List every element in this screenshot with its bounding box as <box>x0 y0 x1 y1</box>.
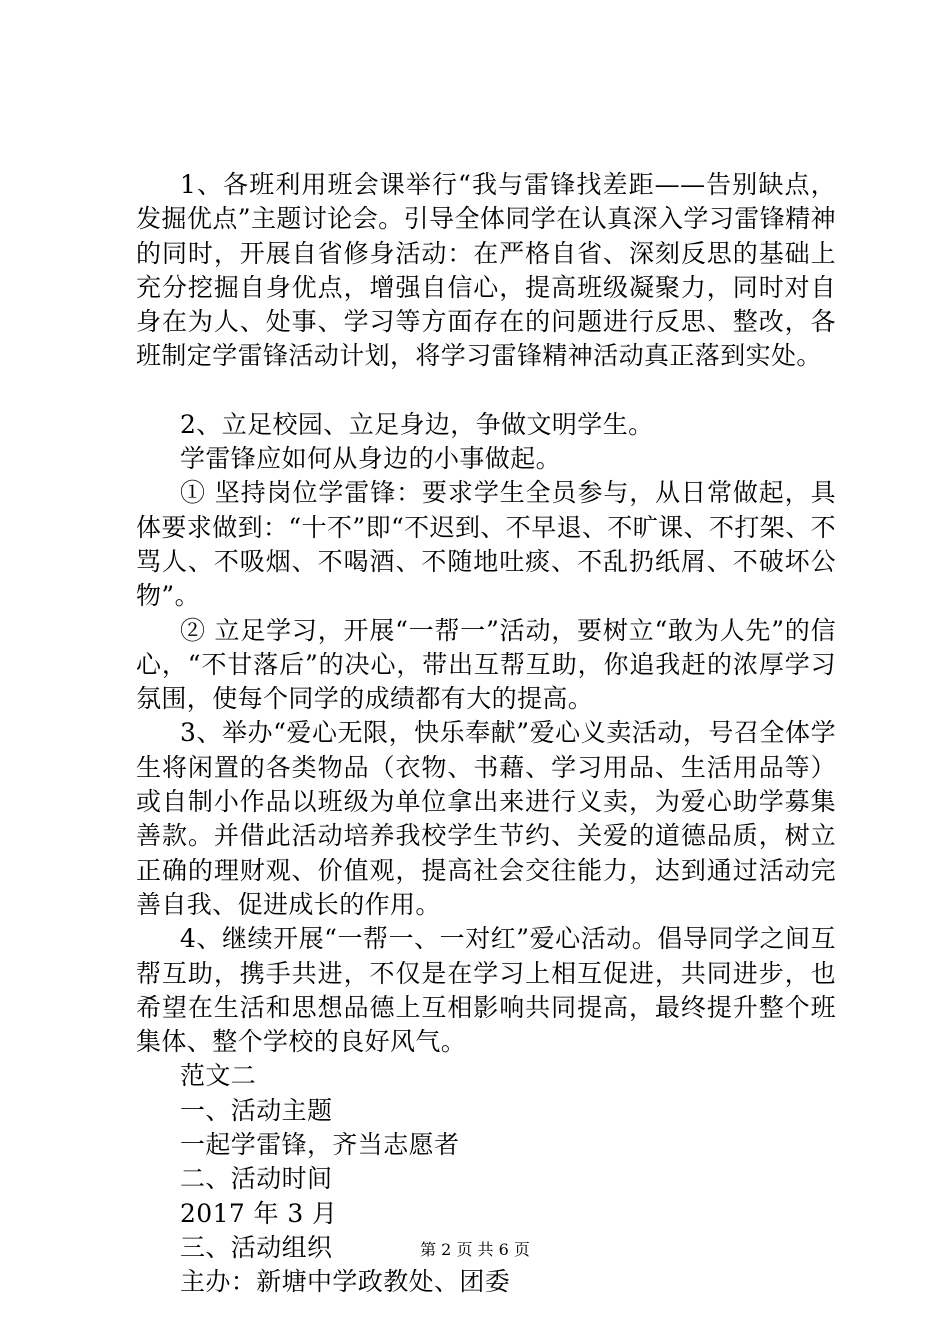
paragraph-item-2: 2、立足校园、立足身边，争做文明学生。 <box>180 409 654 439</box>
paragraph-item-1: 1、各班利用班会课举行“我与雷锋找差距——告别缺点，发掘优点”主题讨论会。引导全体同学在认真深入学习雷锋精神的同时，开展自省修身活动：在严格自省、深刻反思的基础上充分挖掘自身优点，增强自信心，提高班级凝聚力，同时对自身在为人、处事、学习等方面存在的问题进行反思、整改，各班制定学雷锋活动计划，将学习雷锋精神活动真正落到实处。 <box>136 170 836 371</box>
document-body <box>136 168 836 1300</box>
paragraph-gap <box>136 374 836 408</box>
theme-text: 一起学雷锋，齐当志愿者 <box>180 1130 460 1160</box>
paragraph-item-3: 3、举办“爱心无限，快乐奉献”爱心义卖活动，号召全体学生将闲置的各类物品（衣物、书藉、学习用品、生活用品等）或自制小作品以班级为单位拿出来进行义卖，为爱心助学募集善款。并借此活动培养我校学生节约、关爱的道德品质，树立正确的理财观、价值观，提高社会交往能力，达到通过活动完善自我、促进成长的作用。 <box>136 718 836 919</box>
paragraph-subheading: 学雷锋应如何从身边的小事做起。 <box>180 444 562 474</box>
paragraph-item-2-1: ① 坚持岗位学雷锋：要求学生全员参与，从日常做起，具体要求做到：“十不”即“不迟到、不早退、不旷课、不打架、不骂人、不吸烟、不喝酒、不随地吐痰、不乱扔纸屑、不破坏公物”。 <box>136 478 836 611</box>
heading-time: 二、活动时间 <box>180 1164 333 1194</box>
paragraph-item-2-2: ② 立足学习，开展“一帮一”活动，要树立“敢为人先”的信心，“不甘落后”的决心，带出互帮互助，你追我赶的浓厚学习氛围，使每个同学的成绩都有大的提高。 <box>136 615 836 714</box>
heading-organization: 三、活动组织 <box>180 1232 333 1262</box>
organizer-text: 主办：新塘中学政教处、团委 <box>180 1267 511 1297</box>
page-footer: 第 2 页 共 6 页 <box>420 1240 530 1259</box>
time-text: 2017 年 3 月 <box>180 1198 338 1228</box>
heading-theme: 一、活动主题 <box>180 1095 333 1125</box>
section-title: 范文二 <box>180 1061 257 1091</box>
paragraph-item-4: 4、继续开展“一帮一、一对红”爱心活动。倡导同学之间互帮互助，携手共进，不仅是在学习上相互促进，共同进步，也希望在生活和思想品德上互相影响共同提高，最终提升整个班集体、整个学校的良好风气。 <box>136 924 836 1057</box>
